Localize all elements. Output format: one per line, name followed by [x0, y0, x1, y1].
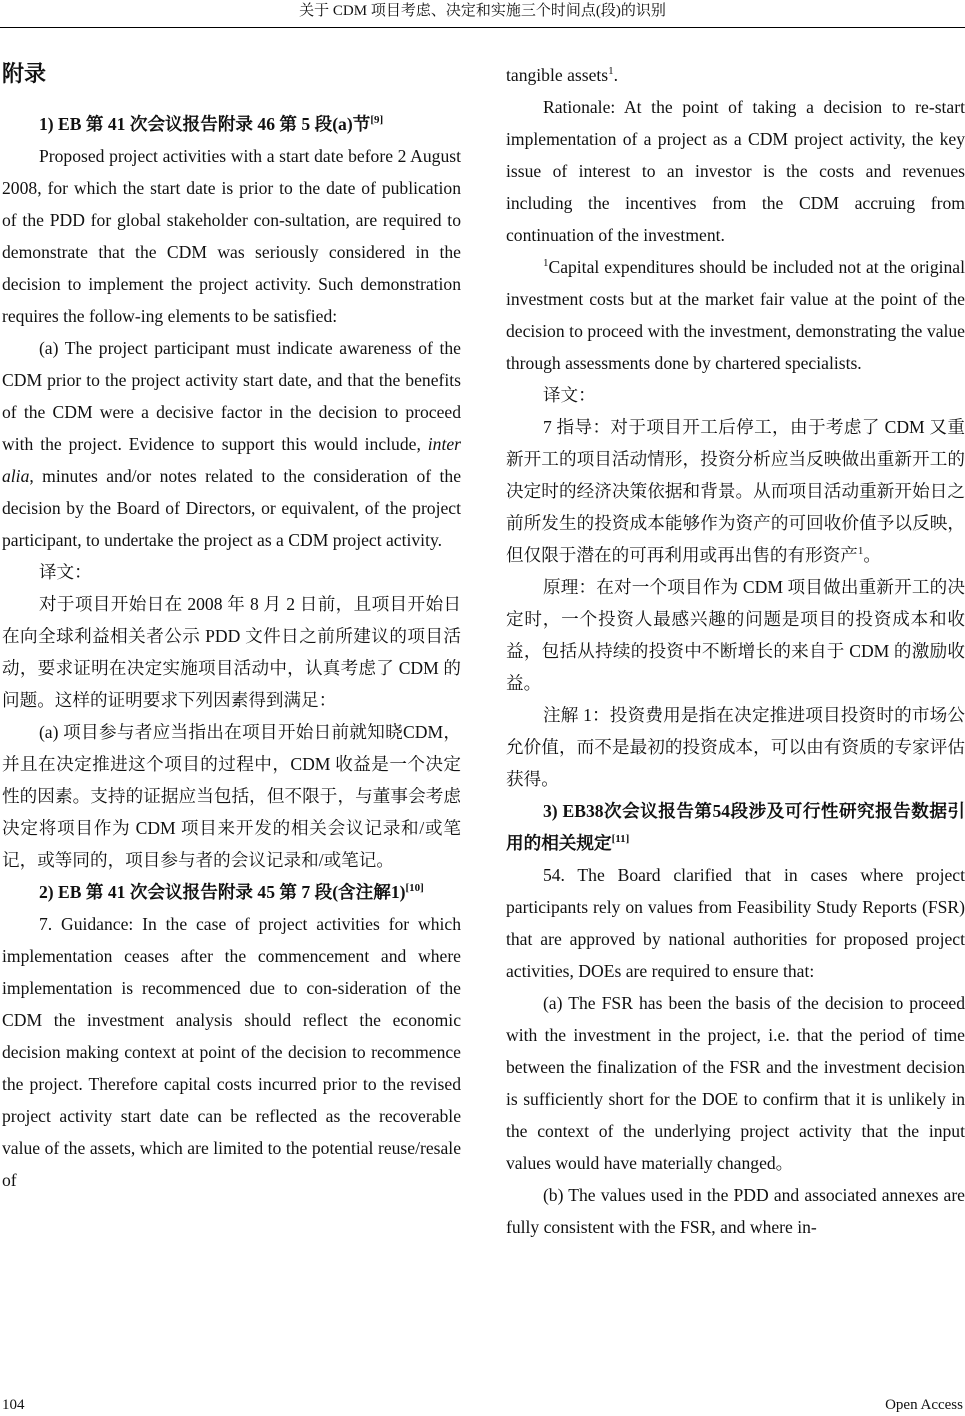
paragraph: [506, 379, 965, 411]
text-segment: (b) The values used in the PDD and associated annexes are fully consistent with the FSR, and where in-: [506, 1185, 965, 1237]
text-segment: inter alia: [2, 434, 461, 486]
paragraph: [2, 332, 461, 556]
appendix-heading: 附录: [2, 62, 47, 87]
paragraph: [506, 91, 965, 251]
paragraph: [2, 588, 461, 716]
text-segment: 对于项目开始日在 2008 年 8 月 2 日前，且项目开始日在向全球利益相关者公示 PDD 文件日之前所建议的项目活动，要求证明在决定实施项目活动中，认真考虑了 CDM 的问题。这样的证明要求下列因素得到满足：: [2, 594, 461, 710]
paragraph: [2, 140, 461, 332]
reference-superscript: [11]: [611, 833, 630, 845]
reference-superscript: 1: [857, 545, 864, 557]
right-column: [506, 59, 965, 1243]
journal-label: Open Access: [885, 1397, 963, 1413]
text-segment: .: [613, 65, 619, 85]
running-header: 关于 CDM 项目考虑、决定和实施三个时间点(段)的识别: [299, 3, 666, 19]
reference-superscript: [10]: [405, 882, 424, 894]
reference-superscript: 1: [608, 65, 614, 77]
paragraph: [506, 987, 965, 1179]
paragraph: [506, 699, 965, 795]
text-segment: 7 指导：对于项目开工后停工，由于考虑了 CDM 又重新开工的项目活动情形，投资分析应当反映做出重新开工的决定时的经济决策依据和背景。从而项目活动重新开始日之前所发生的投资成本能够作为资产的可回收价值予以反映，但仅限于潜在的可再利用或再出售的有形资产: [506, 417, 965, 565]
text-segment: 注解 1：投资费用是指在决定推进项目投资时的市场公允价值，而不是最初的投资成本，可以由有资质的专家评估获得。: [506, 705, 965, 789]
text-segment: , minutes and/or notes related to the consideration of the decision by the Board of Directors, or equivalent, of the project participant, to undertake the project as a CDM project activity.: [2, 466, 461, 550]
text-segment: 原理：在对一个项目作为 CDM 项目做出重新开工的决定时，一个投资人最感兴趣的问题是项目的投资成本和收益，包括从持续的投资中不断增长的来自于 CDM 的激励收益。: [506, 577, 965, 693]
paragraph: [506, 1179, 965, 1243]
page-number: 104: [2, 1397, 25, 1413]
paragraph: [506, 859, 965, 987]
paragraph: [2, 908, 461, 1196]
reference-superscript: 1: [542, 257, 549, 269]
reference-superscript: [9]: [370, 114, 384, 126]
text-segment: 译文：: [542, 385, 596, 405]
paragraph: [506, 571, 965, 699]
section-heading: [2, 876, 461, 908]
paragraph: [506, 411, 965, 571]
left-column: [2, 59, 461, 1196]
text-segment: Proposed project activities with a start date before 2 August 2008, for which the start date is prior to the date of publication of the PDD for global stakeholder con-sultation, are required to demonstrate that the CDM was seriously considered in the decision to implement the project activity. Such demonstration requires the follow-ing elements to be satisfied:: [2, 146, 461, 326]
text-segment: 7. Guidance: In the case of project activities for which implementation ceases after the commencement and where implementation is recommenced due to con-sideration of the CDM the investment analysis should reflect the economic decision making context at point of the decision to recommence the project. Therefore capital costs incurred prior to the revised project activity start date can be reflected as the recoverable value of the assets, which are limited to the potential reuse/resale of: [2, 914, 461, 1190]
text-segment: 2) EB 第 41 次会议报告附录 45 第 7 段(含注解1): [38, 882, 406, 902]
text-segment: (a) 项目参与者应当指出在项目开始日前就知晓CDM，并且在决定推进这个项目的过程中，CDM 收益是一个决定性的因素。支持的证据应当包括，但不限于，与董事会考虑决定将项目作为 CDM 项目来开发的相关会议记录和/或笔记，或等同的，项目参与者的会议记录和/或笔记。: [2, 722, 461, 870]
paragraph: [506, 251, 965, 379]
section-heading: [2, 108, 461, 140]
text-segment: 译文：: [38, 562, 92, 582]
text-segment: (a) The FSR has been the basis of the decision to proceed with the investment in the project, i.e. that the period of time between the finalization of the FSR and the investment decision is sufficiently short for the DOE to confirm that it is unlikely in the context of the underlying project activity that the input values would have materially changed。: [506, 993, 965, 1173]
text-segment: 54. The Board clarified that in cases where project participants rely on values from Feasibility Study Reports (FSR) that are approved by national authorities for proposed project activities, DOEs are required to ensure that:: [506, 865, 965, 981]
text-segment: Rationale: At the point of taking a decision to re-start implementation of a project as a CDM project activity, the key issue of interest to an investor is the costs and revenues including the incentives from the CDM accruing from continuation of the investment.: [506, 97, 965, 245]
header-rule: [0, 27, 965, 28]
text-segment: 3) EB38次会议报告第54段涉及可行性研究报告数据引用的相关规定: [506, 801, 965, 853]
text-segment: 。: [863, 545, 881, 565]
paragraph: [2, 716, 461, 876]
text-segment: (a) The project participant must indicate awareness of the CDM prior to the project activity start date, and that the benefits of the CDM were a decisive factor in the decision to proceed with the project. Evidence to support this would include,: [2, 338, 461, 454]
section-heading: [506, 795, 965, 859]
paragraph: [506, 59, 965, 91]
text-segment: 1) EB 第 41 次会议报告附录 46 第 5 段(a)节: [38, 114, 371, 134]
paragraph: [2, 556, 461, 588]
text-segment: Capital expenditures should be included not at the original investment costs but at the market fair value at the point of the decision to proceed with the investment, demonstrating the value through assessments done by chartered specialists.: [506, 257, 965, 373]
text-segment: tangible assets: [506, 65, 609, 85]
